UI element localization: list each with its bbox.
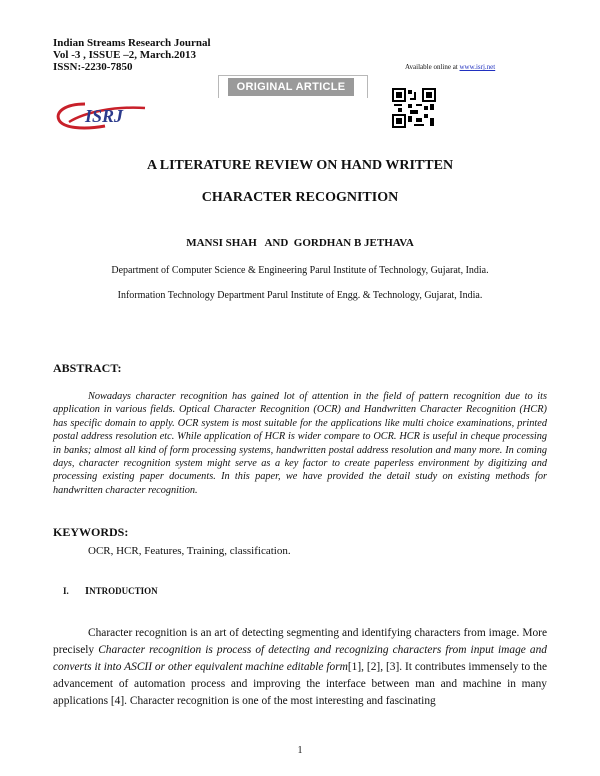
section-heading-introduction bbox=[63, 586, 158, 597]
introduction-paragraph bbox=[53, 625, 547, 710]
abstract-heading: ABSTRACT: bbox=[53, 361, 122, 375]
paper-title-line-2: CHARACTER RECOGNITION bbox=[201, 190, 399, 205]
keywords-heading: KEYWORDS: bbox=[53, 525, 129, 539]
journal-issn: ISSN:-2230-7850 bbox=[53, 61, 133, 73]
authors: MANSI SHAH AND GORDHAN B JETHAVA bbox=[186, 237, 414, 249]
availability-note bbox=[405, 63, 495, 71]
section-initial: I bbox=[85, 586, 90, 597]
page-number: 1 bbox=[297, 745, 303, 756]
paper-title-line-1: A LITERATURE REVIEW ON HAND WRITTEN bbox=[146, 158, 454, 173]
journal-website-link[interactable]: www.isrj.net bbox=[459, 63, 496, 71]
journal-volume: Vol -3 , ISSUE –2, March.2013 bbox=[53, 49, 197, 61]
availability-label: Available online at bbox=[405, 63, 460, 71]
affiliation-1: Department of Computer Science & Engineering Parul Institute of Technology, Gujarat, India. bbox=[111, 265, 489, 276]
intro-definition-italic: Character recognition is process of detecting and recognizing characters from input image and converts it into ASCII or other equivalent machine editable form bbox=[53, 644, 547, 673]
original-article-badge: ORIGINAL ARTICLE bbox=[228, 78, 354, 96]
affiliation-2: Information Technology Department Parul Institute of Engg. & Technology, Gujarat, India. bbox=[117, 290, 483, 301]
section-title-rest: NTRODUCTION bbox=[89, 586, 158, 596]
qr-code bbox=[392, 88, 436, 128]
logo-text: ISRJ bbox=[85, 106, 124, 126]
journal-name: Indian Streams Research Journal bbox=[53, 37, 211, 49]
isrj-logo bbox=[55, 100, 147, 130]
section-number: I. bbox=[63, 586, 69, 596]
keywords-text: OCR, HCR, Features, Training, classification. bbox=[88, 545, 291, 557]
intro-text-start: Character recognition is an art of detecting segmenting and identifying characters from image. More precisely bbox=[53, 627, 547, 656]
abstract-text: Nowadays character recognition has gained lot of attention in the field of pattern recognition due to its application in various fields. Optical Character Recognition (OCR) and Handwritten Character Recognition (HCR) has specific domain to apply. OCR system is most suitable for the applications like multi choice examinations, printed postal address resolution etc. While application of HCR is wider compare to OCR. HCR is useful in cheque processing in banks; almost all kind of form processing systems, handwritten postal address resolution and many more. In coming days, character recognition system might serve as a key factor to create paperless environment by digitizing and processing existing paper documents. In this paper, we have provided the detail study on existing methods for handwritten character recognition. bbox=[53, 391, 547, 496]
intro-text-end: [1], [2], [3]. It contributes immensely to the advancement of automation process and improving the interface between man and machine in many applications [4]. Character recognition is one of the most interesting and fascinating bbox=[53, 661, 547, 707]
